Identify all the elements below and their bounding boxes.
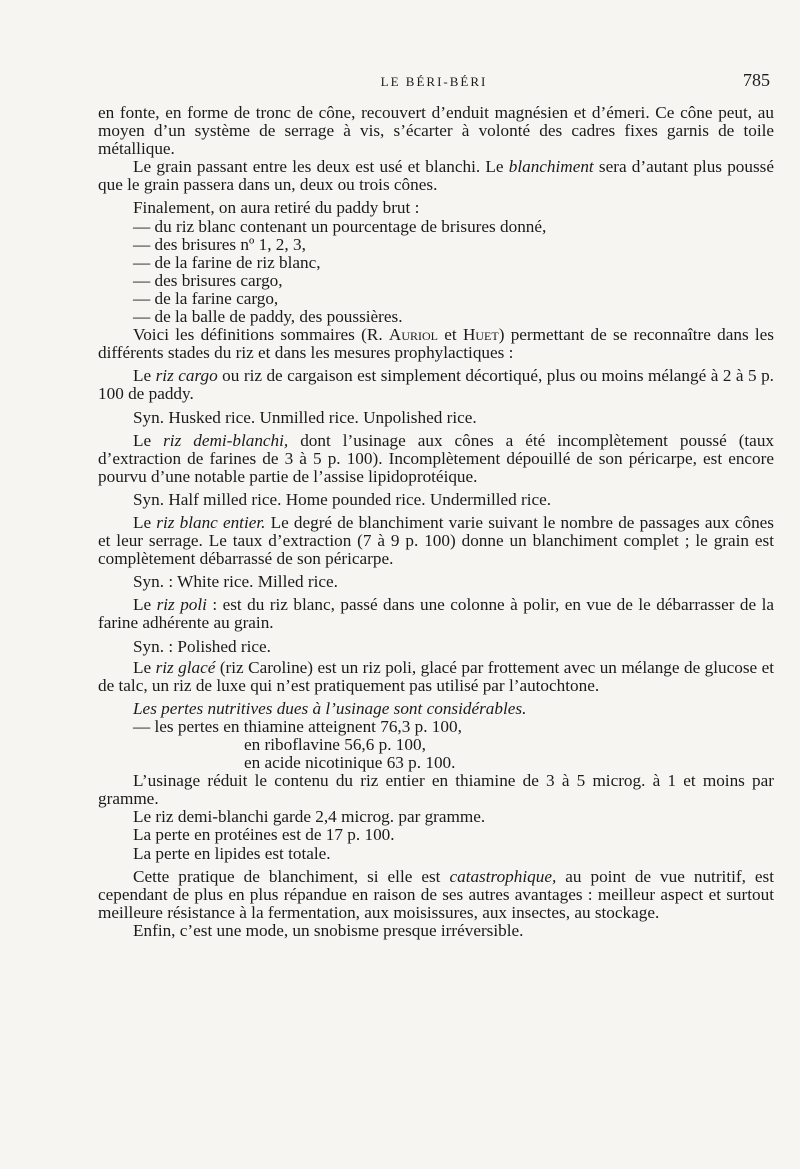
paragraph-riz-blanc: Le riz blanc entier. Le degré de blanchiment varie suivant le nombre de passages aux cônes et leur serrage. Le taux d’extraction (7 à 9 p. 100) donne un blanchiment complet ; le grain est complètement débarrassé de son péricarpe.: [98, 512, 774, 569]
paragraph-enfin: Enfin, c’est une mode, un snobisme presque irréversible.: [133, 920, 524, 940]
pertes-heading: Les pertes nutritives dues à l’usinage sont considérables.: [133, 698, 527, 718]
paragraph-riz-glace: Le riz glacé (riz Caroline) est un riz poli, glacé par frottement avec un mélange de glucose et de talc, un riz de luxe qui n’est pratiquement pas utilisé par l’autochtone.: [98, 657, 774, 695]
list-item: — du riz blanc contenant un pourcentage de brisures donné,: [133, 216, 547, 236]
paragraph-riz-demi-blanchi: Le riz demi-blanchi, dont l’usinage aux cônes a été incomplètement poussé (taux d’extraction de farines de 3 à 5 p. 100). Incomplètement dépouillé de son péricarpe, est encore pourvu d’une notable partie de l’assise lipidoprotéique.: [98, 430, 775, 486]
paragraph-cone: en fonte, en forme de tronc de cône, recouvert d’enduit magnésien et d’émeri. Ce cône peut, au moyen d’un système de serrage à vis, s’écarter à volonté des cadres fixes garnis de toile métallique.: [98, 103, 774, 159]
paragraph-riz-cargo: Le riz cargo ou riz de cargaison est simplement décortiqué, plus ou moins mélangé à 2 à 5 p. 100 de paddy.: [98, 366, 774, 404]
pertes-thiamine: — les pertes en thiamine atteignent 76,3 p. 100,: [133, 716, 462, 736]
synonyms-poli: Syn. : Polished rice.: [133, 636, 271, 656]
pertes-acide-nicotinique: en acide nicotinique 63 p. 100.: [244, 753, 456, 773]
page-header: [98, 72, 770, 96]
paragraph-definitions: Voici les définitions sommaires (R. Auriol et Huet) permettant de se reconnaître dans les différents stades du riz et dans les mesures prophylactiques :: [98, 325, 775, 363]
paragraph-proteines: La perte en protéines est de 17 p. 100.: [133, 825, 395, 845]
paragraph-lipides: La perte en lipides est totale.: [133, 843, 331, 863]
list-item: — des brisures nº 1, 2, 3,: [133, 234, 306, 254]
pertes-riboflavine: en riboflavine 56,6 p. 100,: [244, 735, 426, 754]
synonyms-blanc: Syn. : White rice. Milled rice.: [133, 572, 338, 592]
list-item: — de la balle de paddy, des poussières.: [133, 307, 403, 327]
product-list: [98, 218, 774, 327]
synonyms-demi-blanchi: Syn. Half milled rice. Home pounded rice. Undermilled rice.: [133, 489, 552, 509]
paragraph-riz-poli: Le riz poli : est du riz blanc, passé dans une colonne à polir, en vue de le débarrasser de la farine adhérente au grain.: [98, 595, 774, 633]
page-number: 785: [743, 70, 770, 90]
paragraph-pratique: Cette pratique de blanchiment, si elle est catastrophique, au point de vue nutritif, est cependant de plus en plus répandue en raison de ses autres avantages : meilleur aspect et surtout meilleure résistance à la fermentation, aux moisissures, aux insectes, au stockage.: [98, 866, 774, 922]
paragraph-garde: Le riz demi-blanchi garde 2,4 microg. par gramme.: [133, 807, 486, 827]
list-item: — de la farine cargo,: [133, 288, 279, 308]
paragraph-usinage: L’usinage réduit le contenu du riz entier en thiamine de 3 à 5 microg. à 1 et moins par gramme.: [98, 771, 774, 809]
running-title: LE BÉRI-BÉRI: [380, 74, 488, 89]
paragraph-grain: Le grain passant entre les deux est usé et blanchi. Le blanchiment sera d’autant plus poussé que le grain passera dans un, deux ou trois cônes.: [98, 157, 774, 195]
list-item: — de la farine de riz blanc,: [133, 252, 321, 272]
paragraph-finalement: Finalement, on aura retiré du paddy brut :: [133, 198, 420, 218]
list-item: — des brisures cargo,: [133, 270, 283, 290]
synonyms-cargo: Syn. Husked rice. Unmilled rice. Unpolished rice.: [133, 407, 477, 427]
page-body: [98, 104, 774, 940]
